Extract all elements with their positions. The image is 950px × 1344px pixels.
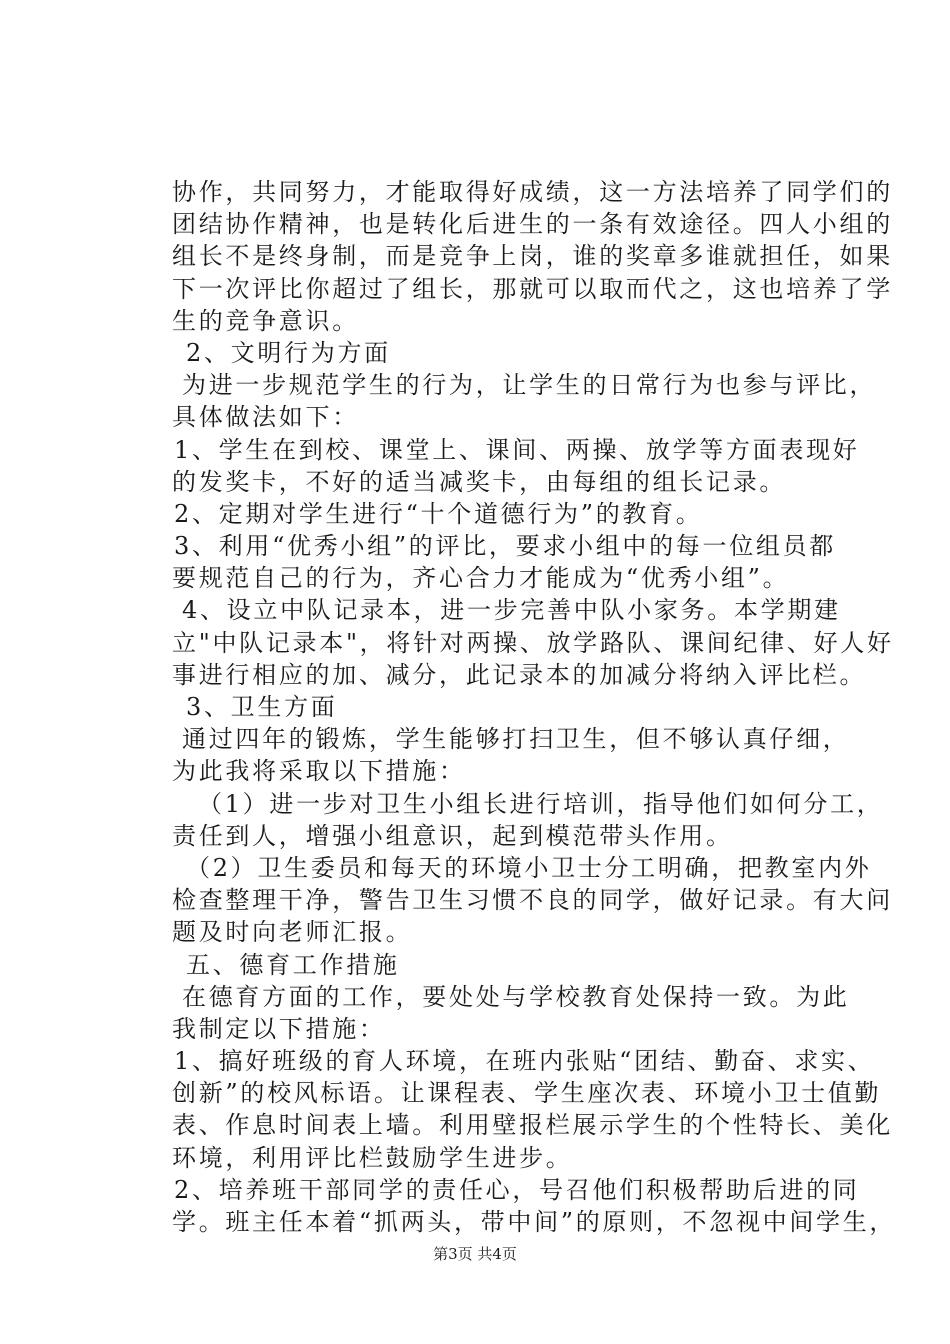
page-footer: 第3页 共4页 xyxy=(433,1245,517,1263)
text-line: （1）进一步对卫生小组长进行培训，指导他们如何分工， xyxy=(198,789,884,818)
text-line: 3、卫生方面 xyxy=(186,693,338,721)
text-line: 检查整理干净，警告卫生习惯不良的同学，做好记录。有大问 xyxy=(172,886,893,915)
text-line: 为进一步规范学生的行为，让学生的日常行为也参与评比， xyxy=(182,371,877,400)
text-line: 生的竞争意识。 xyxy=(172,306,359,335)
text-line: 下一次评比你超过了组长，那就可以取而代之，这也培养了学 xyxy=(172,274,893,303)
text-line: 立"中队记录本"，将针对两操、放学路队、课间纪律、好人好 xyxy=(172,628,894,657)
text-line: 题及时向老师汇报。 xyxy=(172,918,413,947)
text-line: （2）卫生委员和每天的环境小卫士分工明确，把教室内外 xyxy=(186,853,872,882)
text-line: 1、搞好班级的育人环境，在班内张贴“团结、勤奋、求实、 xyxy=(174,1047,875,1076)
text-line: 协作，共同努力，才能取得好成绩，这一方法培养了同学们的 xyxy=(172,178,893,206)
text-line: 责任到人，增强小组意识，起到模范带头作用。 xyxy=(172,821,733,850)
text-line: 2、定期对学生进行“十个道德行为”的教育。 xyxy=(174,499,703,528)
text-line: 创新”的校风标语。让课程表、学生座次表、环境小卫士值勤 xyxy=(172,1079,882,1108)
text-line: 通过四年的锻炼，学生能够打扫卫生，但不够认真仔细， xyxy=(182,725,850,754)
text-line: 为此我将采取以下措施： xyxy=(172,757,466,786)
text-line: 2、文明行为方面 xyxy=(186,338,391,367)
text-line: 1、学生在到校、课堂上、课间、两操、放学等方面表现好 xyxy=(174,435,860,464)
text-line: 4、设立中队记录本，进一步完善中队小家务。本学期建 xyxy=(182,596,841,625)
text-line: 团结协作精神，也是转化后进生的一条有效途径。四人小组的 xyxy=(172,210,893,239)
text-line: 具体做法如下： xyxy=(172,403,359,432)
text-line: 在德育方面的工作，要处处与学校教育处保持一致。为此 xyxy=(182,982,850,1011)
text-line: 表、作息时间表上墙。利用壁报栏展示学生的个性特长、美化 xyxy=(172,1111,893,1140)
text-line: 3、利用“优秀小组”的评比，要求小组中的每一位组员都 xyxy=(174,532,837,561)
text-line: 环境，利用评比栏鼓励学生进步。 xyxy=(172,1143,573,1172)
text-line: 五、德育工作措施 xyxy=(186,950,400,979)
body-text xyxy=(172,176,897,1238)
text-line: 学。班主任本着“抓两头，带中间”的原则，不忽视中间学生， xyxy=(172,1208,897,1236)
text-line: 事进行相应的加、减分，此记录本的加减分将纳入评比栏。 xyxy=(172,660,867,689)
text-line: 的发奖卡，不好的适当减奖卡，由每组的组长记录。 xyxy=(172,467,787,496)
text-line: 我制定以下措施： xyxy=(172,1014,386,1043)
text-line: 2、培养班干部同学的责任心，号召他们积极帮助后进的同 xyxy=(174,1175,860,1204)
text-line: 要规范自己的行为，齐心合力才能成为“优秀小组”。 xyxy=(172,564,790,593)
text-line: 组长不是终身制，而是竞争上岗，谁的奖章多谁就担任，如果 xyxy=(172,242,893,271)
